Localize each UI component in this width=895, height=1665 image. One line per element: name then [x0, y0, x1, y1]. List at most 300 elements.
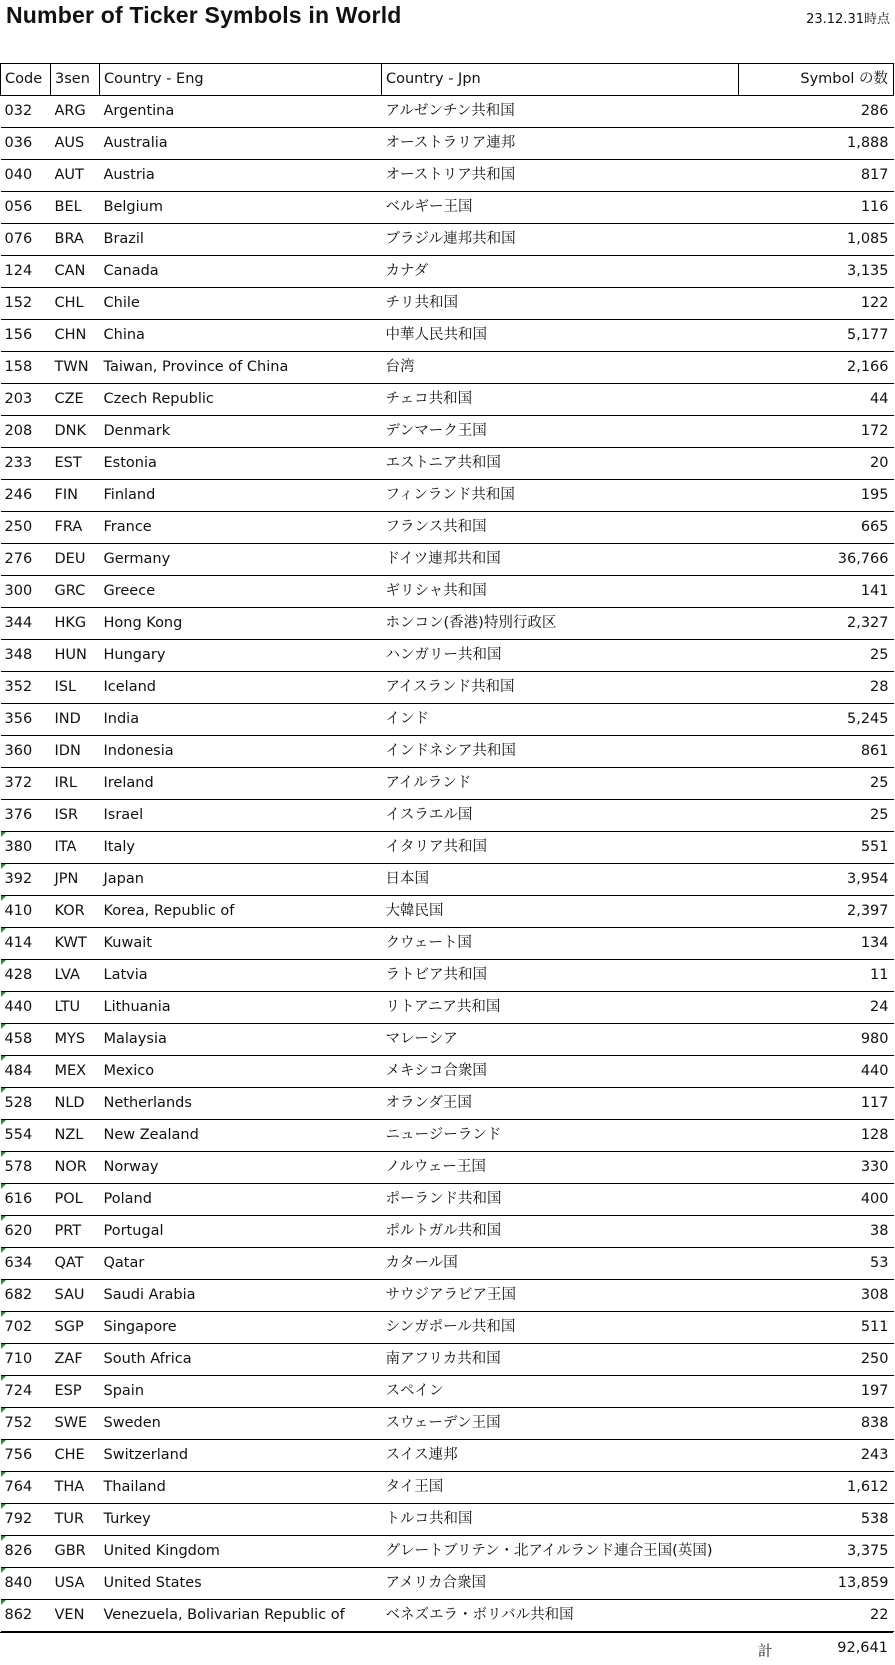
- cell-3sen: GBR: [51, 1536, 100, 1568]
- cell-country-jpn: インドネシア共和国: [382, 736, 739, 768]
- cell-3sen: KWT: [51, 928, 100, 960]
- cell-country-jpn: チリ共和国: [382, 288, 739, 320]
- cell-symbol-count: 28: [739, 672, 894, 704]
- table-header-row: [1, 64, 894, 96]
- cell-code: 152: [1, 288, 51, 320]
- table-row: [1, 160, 894, 192]
- table-row: [1, 928, 894, 960]
- cell-code: 246: [1, 480, 51, 512]
- cell-symbol-count: 330: [739, 1152, 894, 1184]
- table-row: [1, 512, 894, 544]
- cell-3sen: DEU: [51, 544, 100, 576]
- cell-3sen: SGP: [51, 1312, 100, 1344]
- cell-code: 702: [1, 1312, 51, 1344]
- cell-code: 440: [1, 992, 51, 1024]
- cell-symbol-count: 980: [739, 1024, 894, 1056]
- cell-country-eng: Lithuania: [100, 992, 382, 1024]
- table-row: [1, 1248, 894, 1280]
- cell-3sen: LTU: [51, 992, 100, 1024]
- cell-code: 620: [1, 1216, 51, 1248]
- cell-country-jpn: オーストラリア連邦: [382, 128, 739, 160]
- table-row: [1, 416, 894, 448]
- cell-code: 528: [1, 1088, 51, 1120]
- cell-code: 764: [1, 1472, 51, 1504]
- cell-country-jpn: デンマーク王国: [382, 416, 739, 448]
- table-row: [1, 96, 894, 128]
- table-row: [1, 1024, 894, 1056]
- cell-3sen: MEX: [51, 1056, 100, 1088]
- cell-country-jpn: ギリシャ共和国: [382, 576, 739, 608]
- cell-country-eng: Turkey: [100, 1504, 382, 1536]
- table-row: [1, 1152, 894, 1184]
- cell-country-jpn: アイルランド: [382, 768, 739, 800]
- cell-3sen: KOR: [51, 896, 100, 928]
- cell-country-eng: South Africa: [100, 1344, 382, 1376]
- cell-country-eng: Belgium: [100, 192, 382, 224]
- ticker-table: [0, 63, 894, 1632]
- cell-country-jpn: アメリカ合衆国: [382, 1568, 739, 1600]
- cell-code: 203: [1, 384, 51, 416]
- cell-symbol-count: 2,327: [739, 608, 894, 640]
- table-row: [1, 1120, 894, 1152]
- cell-country-jpn: ベネズエラ・ボリバル共和国: [382, 1600, 739, 1632]
- cell-3sen: AUS: [51, 128, 100, 160]
- cell-3sen: MYS: [51, 1024, 100, 1056]
- cell-code: 756: [1, 1440, 51, 1472]
- cell-3sen: ARG: [51, 96, 100, 128]
- cell-3sen: LVA: [51, 960, 100, 992]
- cell-country-eng: China: [100, 320, 382, 352]
- cell-3sen: THA: [51, 1472, 100, 1504]
- cell-code: 616: [1, 1184, 51, 1216]
- cell-country-eng: France: [100, 512, 382, 544]
- table-row: [1, 736, 894, 768]
- cell-country-jpn: タイ王国: [382, 1472, 739, 1504]
- cell-country-jpn: アルゼンチン共和国: [382, 96, 739, 128]
- cell-country-eng: Finland: [100, 480, 382, 512]
- cell-3sen: CAN: [51, 256, 100, 288]
- cell-code: 076: [1, 224, 51, 256]
- cell-country-eng: Israel: [100, 800, 382, 832]
- cell-code: 208: [1, 416, 51, 448]
- cell-country-jpn: ラトビア共和国: [382, 960, 739, 992]
- cell-country-jpn: トルコ共和国: [382, 1504, 739, 1536]
- cell-code: 458: [1, 1024, 51, 1056]
- cell-symbol-count: 1,085: [739, 224, 894, 256]
- cell-code: 410: [1, 896, 51, 928]
- table-row: [1, 800, 894, 832]
- cell-country-eng: Austria: [100, 160, 382, 192]
- cell-symbol-count: 141: [739, 576, 894, 608]
- total-row: [0, 1632, 893, 1664]
- cell-symbol-count: 172: [739, 416, 894, 448]
- cell-3sen: TWN: [51, 352, 100, 384]
- cell-country-eng: Czech Republic: [100, 384, 382, 416]
- table-row: [1, 896, 894, 928]
- cell-symbol-count: 36,766: [739, 544, 894, 576]
- table-row: [1, 1344, 894, 1376]
- cell-country-jpn: スペイン: [382, 1376, 739, 1408]
- cell-code: 158: [1, 352, 51, 384]
- cell-code: 124: [1, 256, 51, 288]
- cell-country-eng: Germany: [100, 544, 382, 576]
- cell-country-eng: New Zealand: [100, 1120, 382, 1152]
- cell-3sen: CHN: [51, 320, 100, 352]
- cell-code: 344: [1, 608, 51, 640]
- cell-code: 233: [1, 448, 51, 480]
- cell-3sen: POL: [51, 1184, 100, 1216]
- cell-country-jpn: ブラジル連邦共和国: [382, 224, 739, 256]
- cell-code: 554: [1, 1120, 51, 1152]
- table-row: [1, 288, 894, 320]
- cell-symbol-count: 838: [739, 1408, 894, 1440]
- total-label: 計: [758, 1644, 773, 1660]
- cell-country-eng: Qatar: [100, 1248, 382, 1280]
- cell-country-eng: Australia: [100, 128, 382, 160]
- cell-3sen: NOR: [51, 1152, 100, 1184]
- cell-symbol-count: 308: [739, 1280, 894, 1312]
- cell-3sen: HUN: [51, 640, 100, 672]
- cell-country-jpn: イスラエル国: [382, 800, 739, 832]
- cell-country-jpn: 大韓民国: [382, 896, 739, 928]
- cell-country-eng: Mexico: [100, 1056, 382, 1088]
- table-row: [1, 544, 894, 576]
- table-row: [1, 1504, 894, 1536]
- cell-symbol-count: 122: [739, 288, 894, 320]
- cell-symbol-count: 22: [739, 1600, 894, 1632]
- cell-country-eng: Poland: [100, 1184, 382, 1216]
- cell-country-eng: Kuwait: [100, 928, 382, 960]
- cell-3sen: PRT: [51, 1216, 100, 1248]
- cell-country-eng: Japan: [100, 864, 382, 896]
- cell-code: 724: [1, 1376, 51, 1408]
- table-row: [1, 1056, 894, 1088]
- cell-country-eng: Norway: [100, 1152, 382, 1184]
- cell-country-eng: Portugal: [100, 1216, 382, 1248]
- cell-country-jpn: オランダ王国: [382, 1088, 739, 1120]
- table-row: [1, 768, 894, 800]
- cell-country-jpn: ポルトガル共和国: [382, 1216, 739, 1248]
- cell-code: 300: [1, 576, 51, 608]
- cell-symbol-count: 243: [739, 1440, 894, 1472]
- cell-country-jpn: 中華人民共和国: [382, 320, 739, 352]
- cell-code: 484: [1, 1056, 51, 1088]
- cell-country-jpn: チェコ共和国: [382, 384, 739, 416]
- cell-symbol-count: 38: [739, 1216, 894, 1248]
- cell-symbol-count: 250: [739, 1344, 894, 1376]
- cell-3sen: ESP: [51, 1376, 100, 1408]
- cell-code: 392: [1, 864, 51, 896]
- cell-symbol-count: 1,888: [739, 128, 894, 160]
- cell-symbol-count: 25: [739, 640, 894, 672]
- table-row: [1, 192, 894, 224]
- cell-code: 826: [1, 1536, 51, 1568]
- cell-symbol-count: 25: [739, 800, 894, 832]
- cell-country-jpn: グレートブリテン・北アイルランド連合王国(英国): [382, 1536, 739, 1568]
- table-row: [1, 1408, 894, 1440]
- cell-3sen: VEN: [51, 1600, 100, 1632]
- cell-code: 428: [1, 960, 51, 992]
- col-header-symbol-count: Symbol の数: [739, 64, 894, 96]
- cell-symbol-count: 20: [739, 448, 894, 480]
- table-row: [1, 640, 894, 672]
- cell-3sen: SAU: [51, 1280, 100, 1312]
- cell-code: 792: [1, 1504, 51, 1536]
- cell-code: 040: [1, 160, 51, 192]
- cell-country-eng: Malaysia: [100, 1024, 382, 1056]
- cell-3sen: ITA: [51, 832, 100, 864]
- cell-symbol-count: 24: [739, 992, 894, 1024]
- cell-3sen: EST: [51, 448, 100, 480]
- cell-3sen: CZE: [51, 384, 100, 416]
- cell-code: 250: [1, 512, 51, 544]
- cell-3sen: DNK: [51, 416, 100, 448]
- table-row: [1, 1568, 894, 1600]
- cell-symbol-count: 5,245: [739, 704, 894, 736]
- table-row: [1, 352, 894, 384]
- table-row: [1, 1600, 894, 1632]
- table-row: [1, 608, 894, 640]
- cell-symbol-count: 2,166: [739, 352, 894, 384]
- table-row: [1, 1536, 894, 1568]
- cell-3sen: IND: [51, 704, 100, 736]
- cell-code: 682: [1, 1280, 51, 1312]
- cell-country-eng: Saudi Arabia: [100, 1280, 382, 1312]
- cell-code: 276: [1, 544, 51, 576]
- cell-symbol-count: 116: [739, 192, 894, 224]
- cell-country-jpn: フランス共和国: [382, 512, 739, 544]
- cell-country-eng: Italy: [100, 832, 382, 864]
- cell-country-eng: Iceland: [100, 672, 382, 704]
- table-row: [1, 1472, 894, 1504]
- table-row: [1, 672, 894, 704]
- cell-3sen: BEL: [51, 192, 100, 224]
- cell-country-eng: Sweden: [100, 1408, 382, 1440]
- table-row: [1, 960, 894, 992]
- cell-symbol-count: 2,397: [739, 896, 894, 928]
- cell-symbol-count: 25: [739, 768, 894, 800]
- cell-code: 752: [1, 1408, 51, 1440]
- cell-country-jpn: ノルウェー王国: [382, 1152, 739, 1184]
- cell-country-jpn: ハンガリー共和国: [382, 640, 739, 672]
- cell-3sen: TUR: [51, 1504, 100, 1536]
- cell-code: 578: [1, 1152, 51, 1184]
- cell-symbol-count: 44: [739, 384, 894, 416]
- table-row: [1, 992, 894, 1024]
- table-row: [1, 448, 894, 480]
- cell-code: 840: [1, 1568, 51, 1600]
- cell-code: 056: [1, 192, 51, 224]
- cell-country-jpn: スウェーデン王国: [382, 1408, 739, 1440]
- cell-symbol-count: 195: [739, 480, 894, 512]
- cell-country-jpn: フィンランド共和国: [382, 480, 739, 512]
- cell-country-jpn: イタリア共和国: [382, 832, 739, 864]
- cell-3sen: ISL: [51, 672, 100, 704]
- cell-country-eng: Latvia: [100, 960, 382, 992]
- cell-symbol-count: 5,177: [739, 320, 894, 352]
- cell-country-jpn: 日本国: [382, 864, 739, 896]
- cell-3sen: AUT: [51, 160, 100, 192]
- cell-code: 156: [1, 320, 51, 352]
- cell-country-eng: Hungary: [100, 640, 382, 672]
- cell-symbol-count: 665: [739, 512, 894, 544]
- cell-symbol-count: 861: [739, 736, 894, 768]
- cell-code: 348: [1, 640, 51, 672]
- cell-3sen: ZAF: [51, 1344, 100, 1376]
- cell-country-jpn: カナダ: [382, 256, 739, 288]
- cell-country-jpn: リトアニア共和国: [382, 992, 739, 1024]
- col-header-3sen: 3sen: [51, 64, 100, 96]
- cell-country-eng: Ireland: [100, 768, 382, 800]
- cell-code: 376: [1, 800, 51, 832]
- table-row: [1, 384, 894, 416]
- cell-symbol-count: 128: [739, 1120, 894, 1152]
- cell-country-jpn: ポーランド共和国: [382, 1184, 739, 1216]
- cell-country-eng: Spain: [100, 1376, 382, 1408]
- table-row: [1, 1440, 894, 1472]
- cell-code: 356: [1, 704, 51, 736]
- cell-symbol-count: 286: [739, 96, 894, 128]
- cell-3sen: HKG: [51, 608, 100, 640]
- cell-symbol-count: 3,954: [739, 864, 894, 896]
- cell-3sen: JPN: [51, 864, 100, 896]
- cell-country-eng: United States: [100, 1568, 382, 1600]
- cell-symbol-count: 538: [739, 1504, 894, 1536]
- cell-country-jpn: スイス連邦: [382, 1440, 739, 1472]
- cell-code: 634: [1, 1248, 51, 1280]
- table-row: [1, 704, 894, 736]
- cell-country-jpn: クウェート国: [382, 928, 739, 960]
- cell-country-jpn: ニュージーランド: [382, 1120, 739, 1152]
- page-title: Number of Ticker Symbols in World: [6, 2, 402, 28]
- cell-country-eng: Greece: [100, 576, 382, 608]
- table-row: [1, 864, 894, 896]
- cell-country-eng: Venezuela, Bolivarian Republic of: [100, 1600, 382, 1632]
- cell-country-eng: Canada: [100, 256, 382, 288]
- cell-code: 710: [1, 1344, 51, 1376]
- total-value: 92,641: [837, 1640, 888, 1656]
- cell-country-eng: Taiwan, Province of China: [100, 352, 382, 384]
- cell-symbol-count: 11: [739, 960, 894, 992]
- as-of-date: 23.12.31時点: [806, 12, 890, 27]
- cell-code: 032: [1, 96, 51, 128]
- cell-code: 380: [1, 832, 51, 864]
- cell-code: 360: [1, 736, 51, 768]
- table-row: [1, 1280, 894, 1312]
- cell-code: 352: [1, 672, 51, 704]
- cell-symbol-count: 3,375: [739, 1536, 894, 1568]
- cell-country-jpn: シンガポール共和国: [382, 1312, 739, 1344]
- cell-country-eng: Switzerland: [100, 1440, 382, 1472]
- cell-country-jpn: ドイツ連邦共和国: [382, 544, 739, 576]
- cell-country-eng: Thailand: [100, 1472, 382, 1504]
- cell-country-eng: Estonia: [100, 448, 382, 480]
- cell-3sen: QAT: [51, 1248, 100, 1280]
- cell-symbol-count: 13,859: [739, 1568, 894, 1600]
- cell-3sen: FRA: [51, 512, 100, 544]
- table-row: [1, 1376, 894, 1408]
- cell-code: 414: [1, 928, 51, 960]
- cell-country-jpn: エストニア共和国: [382, 448, 739, 480]
- cell-symbol-count: 440: [739, 1056, 894, 1088]
- cell-country-eng: Hong Kong: [100, 608, 382, 640]
- col-header-code: Code: [1, 64, 51, 96]
- cell-symbol-count: 1,612: [739, 1472, 894, 1504]
- cell-symbol-count: 117: [739, 1088, 894, 1120]
- col-header-country-eng: Country - Eng: [100, 64, 382, 96]
- cell-country-jpn: メキシコ合衆国: [382, 1056, 739, 1088]
- cell-country-eng: Denmark: [100, 416, 382, 448]
- cell-symbol-count: 134: [739, 928, 894, 960]
- cell-3sen: IDN: [51, 736, 100, 768]
- cell-code: 372: [1, 768, 51, 800]
- cell-country-jpn: マレーシア: [382, 1024, 739, 1056]
- table-row: [1, 320, 894, 352]
- cell-symbol-count: 400: [739, 1184, 894, 1216]
- cell-3sen: CHE: [51, 1440, 100, 1472]
- table-row: [1, 576, 894, 608]
- cell-3sen: IRL: [51, 768, 100, 800]
- cell-3sen: FIN: [51, 480, 100, 512]
- cell-country-jpn: 南アフリカ共和国: [382, 1344, 739, 1376]
- cell-country-eng: Netherlands: [100, 1088, 382, 1120]
- table-row: [1, 832, 894, 864]
- table-row: [1, 128, 894, 160]
- cell-country-eng: United Kingdom: [100, 1536, 382, 1568]
- cell-country-jpn: アイスランド共和国: [382, 672, 739, 704]
- table-row: [1, 1216, 894, 1248]
- table-row: [1, 480, 894, 512]
- cell-country-jpn: カタール国: [382, 1248, 739, 1280]
- cell-country-jpn: サウジアラビア王国: [382, 1280, 739, 1312]
- cell-country-eng: India: [100, 704, 382, 736]
- cell-country-eng: Argentina: [100, 96, 382, 128]
- cell-symbol-count: 53: [739, 1248, 894, 1280]
- cell-country-eng: Indonesia: [100, 736, 382, 768]
- cell-3sen: GRC: [51, 576, 100, 608]
- cell-code: 036: [1, 128, 51, 160]
- cell-country-jpn: ホンコン(香港)特別行政区: [382, 608, 739, 640]
- cell-3sen: USA: [51, 1568, 100, 1600]
- cell-country-jpn: 台湾: [382, 352, 739, 384]
- cell-symbol-count: 197: [739, 1376, 894, 1408]
- cell-symbol-count: 551: [739, 832, 894, 864]
- cell-3sen: SWE: [51, 1408, 100, 1440]
- cell-country-eng: Singapore: [100, 1312, 382, 1344]
- cell-symbol-count: 511: [739, 1312, 894, 1344]
- cell-symbol-count: 817: [739, 160, 894, 192]
- cell-3sen: NLD: [51, 1088, 100, 1120]
- cell-country-eng: Chile: [100, 288, 382, 320]
- table-row: [1, 256, 894, 288]
- table-row: [1, 1184, 894, 1216]
- cell-3sen: CHL: [51, 288, 100, 320]
- cell-code: 862: [1, 1600, 51, 1632]
- table-row: [1, 1088, 894, 1120]
- cell-country-eng: Brazil: [100, 224, 382, 256]
- cell-country-jpn: ベルギー王国: [382, 192, 739, 224]
- cell-country-eng: Korea, Republic of: [100, 896, 382, 928]
- table-body: [1, 96, 894, 1632]
- cell-3sen: BRA: [51, 224, 100, 256]
- cell-3sen: NZL: [51, 1120, 100, 1152]
- table-row: [1, 1312, 894, 1344]
- cell-country-jpn: オーストリア共和国: [382, 160, 739, 192]
- col-header-country-jpn: Country - Jpn: [382, 64, 739, 96]
- cell-country-jpn: インド: [382, 704, 739, 736]
- table-row: [1, 224, 894, 256]
- cell-symbol-count: 3,135: [739, 256, 894, 288]
